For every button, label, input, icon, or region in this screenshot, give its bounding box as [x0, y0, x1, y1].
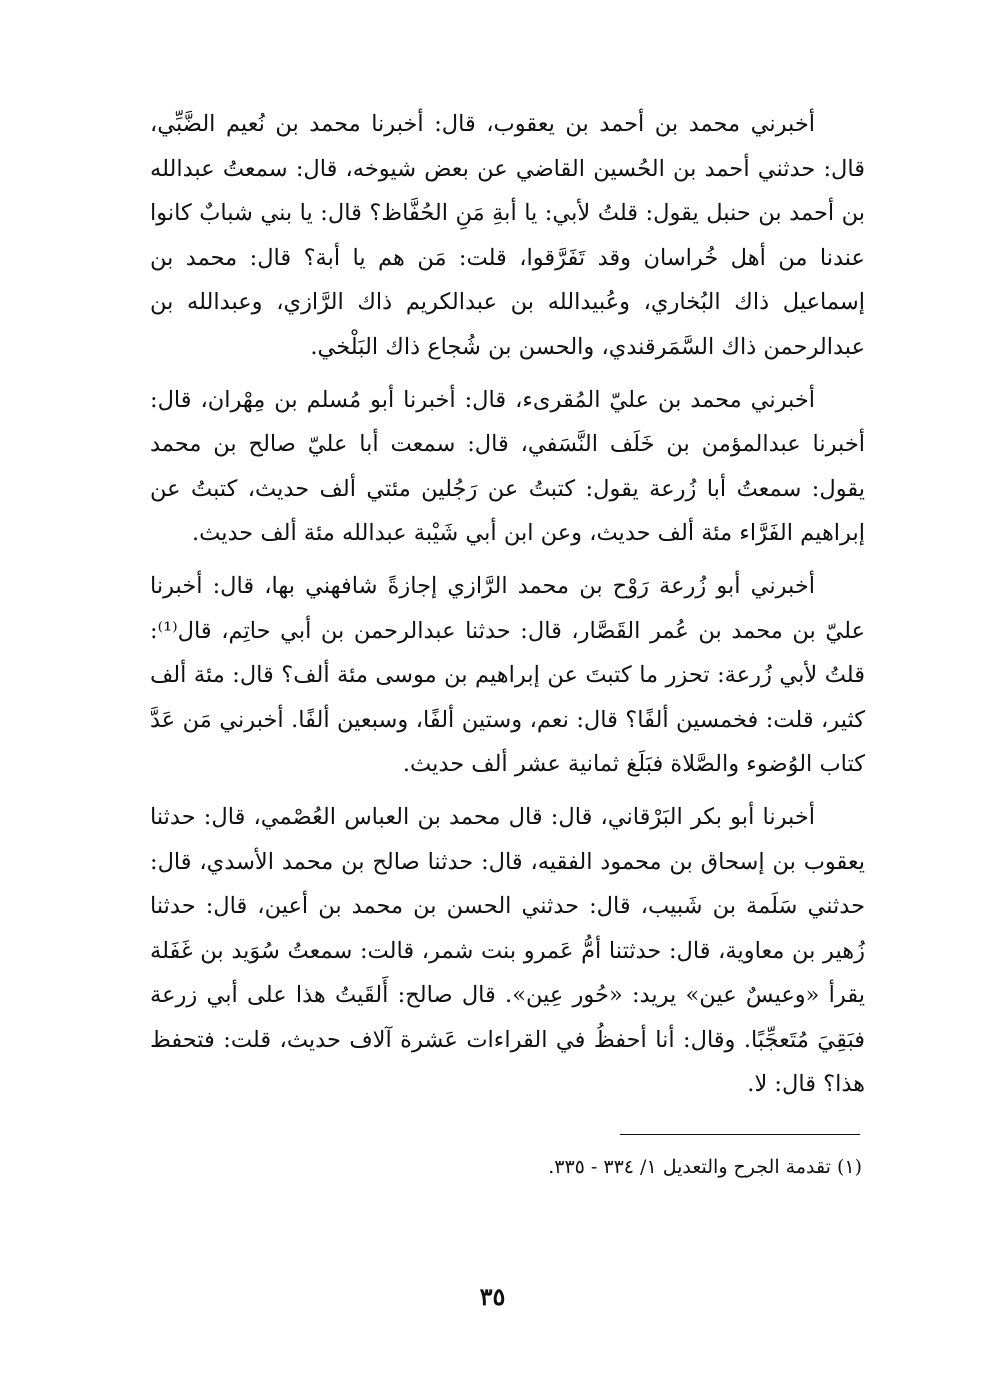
paragraph-2: أخبرني محمد بن عليّ المُقرىء، قال: أخبرنا أبو مُسلم بن مِهْران، قال: أخبرنا عبدالمؤمن بن خَلَف النَّسَفي، قال: سمعت أبا عليّ صالح بن محمد يقول: سمعتُ أبا زُرعة يقول: كتبتُ عن رَجُلين مئتي ألف حديث، كتبتُ عن إبراهيم الفَرَّاء مئة ألف حديث، وعن ابن أبي شَيْبة عبدالله مئة ألف حديث.: [150, 386, 865, 547]
footnote: (١) تقدمة الجرح والتعديل ١/ ٣٣٤ - ٣٣٥.: [548, 1156, 862, 1178]
paragraph-3: أخبرني أبو زُرعة رَوْح بن محمد الرَّازي إجازةً شافهني بها، قال: أخبرنا عليّ بن محمد بن عُمر القَصَّار، قال: حدثنا عبدالرحمن بن أبي حاتِم، قال⁽¹⁾: قلتُ لأبي زُرعة: تحزر ما كتبتَ عن إبراهيم بن موسى مئة ألف؟ قال: مئة ألف كثير، قلت: فخمسين ألفًا؟ قال: نعم، وستين ألفًا، وسبعين ألفًا. أخبرني مَن عَدَّ كتاب الوُضوء والصَّلاة فبَلَغ ثمانية عشر ألف حديث.: [150, 572, 865, 778]
main-text: [150, 102, 865, 1111]
page-number: ٣٥: [479, 1282, 506, 1311]
paragraph-1: أخبرني محمد بن أحمد بن يعقوب، قال: أخبرنا محمد بن نُعيم الضَّبِّي، قال: حدثني أحمد بن الحُسين القاضي عن بعض شيوخه، قال: سمعتُ عبدالله بن أحمد بن حنبل يقول: قلتُ لأبي: يا أبةِ مَنِ الحُفَّاظ؟ قال: يا بني شبابٌ كانوا عندنا من أهل خُراسان وقد تَفَرَّقوا، قلت: مَن هم يا أبة؟ قال: محمد بن إسماعيل ذاك البُخاري، وعُبيدالله بن عبدالكريم ذاك الرَّازي، وعبدالله بن عبدالرحمن ذاك السَّمَرقندي، والحسن بن شُجاع ذاك البَلْخي.: [150, 111, 865, 360]
footnote-divider: [620, 1134, 860, 1135]
paragraph-4: أخبرنا أبو بكر البَرْقاني، قال: قال محمد بن العباس العُصْمي، قال: حدثنا يعقوب بن إسحاق بن محمود الفقيه، قال: حدثنا صالح بن محمد الأسدي، قال: حدثني سَلَمة بن شَبيب، قال: حدثني الحسن بن محمد بن أعين، قال: حدثنا زُهير بن معاوية، قال: حدثتنا أمُّ عَمرو بنت شمر، قالت: سمعتُ سُوَيد بن غَفَلة يقرأ «وعيسٌ عين» يريد: «حُور عِين». قال صالح: أَلقَيتُ هذا على أبي زرعة فبَقِيَ مُتَعجِّبًا. وقال: أنا أحفظُ في القراءات عَشرة آلاف حديث، قلت: فتحفظ هذا؟ قال: لا.: [150, 803, 865, 1098]
